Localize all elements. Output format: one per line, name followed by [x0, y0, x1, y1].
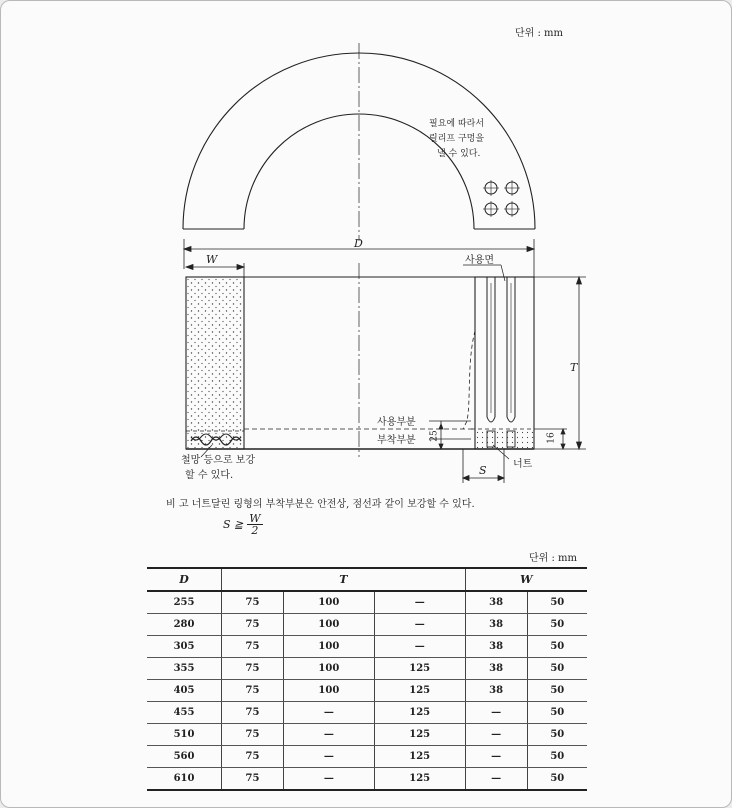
cell-w1: —	[465, 768, 527, 791]
cell-d: 305	[147, 636, 222, 658]
cell-t2: 100	[283, 591, 374, 614]
dim-w-label: W	[206, 253, 218, 266]
cell-t1: 75	[222, 680, 284, 702]
cell-w2: 50	[527, 636, 587, 658]
cell-t3: 125	[374, 768, 465, 791]
cell-w2: 50	[527, 746, 587, 768]
cell-t1: 75	[222, 636, 284, 658]
header-t: T	[222, 568, 466, 591]
cell-d: 255	[147, 591, 222, 614]
cell-w2: 50	[527, 724, 587, 746]
table-row	[147, 636, 587, 658]
cell-w1: —	[465, 702, 527, 724]
formula-lhs: S ≧	[223, 518, 244, 531]
cell-t3: 125	[374, 746, 465, 768]
cell-t3: —	[374, 636, 465, 658]
dim-d-label: D	[354, 237, 363, 250]
leader-lines	[201, 265, 509, 459]
cell-w1: —	[465, 724, 527, 746]
cell-w2: 50	[527, 680, 587, 702]
cell-t3: —	[374, 591, 465, 614]
table-row	[147, 591, 587, 614]
cell-t2: 100	[283, 680, 374, 702]
table-row	[147, 614, 587, 636]
dim-25-label: 25	[429, 430, 440, 442]
use-part-label: 사용부분	[377, 417, 416, 428]
dimension-table	[147, 567, 587, 791]
unit-label-table: 단위 : mm	[529, 553, 578, 564]
dim-t-label: T	[570, 361, 578, 374]
formula-denominator: 2	[251, 524, 259, 537]
cell-w1: 38	[465, 591, 527, 614]
reinforce-note-line-1: 철망 등으로 보강	[181, 455, 255, 466]
cell-w2: 50	[527, 614, 587, 636]
cell-d: 405	[147, 680, 222, 702]
header-d: D	[147, 568, 222, 591]
cell-w1: 38	[465, 636, 527, 658]
table-row	[147, 658, 587, 680]
cell-t3: 125	[374, 724, 465, 746]
table-header-row	[147, 568, 587, 591]
cell-w2: 50	[527, 658, 587, 680]
table-row	[147, 702, 587, 724]
reinforce-note-line-2: 할 수 있다.	[185, 470, 234, 481]
cell-t3: 125	[374, 680, 465, 702]
cell-t2: —	[283, 724, 374, 746]
cell-d: 355	[147, 658, 222, 680]
cell-t2: 100	[283, 658, 374, 680]
cell-t2: —	[283, 746, 374, 768]
cell-t1: 75	[222, 746, 284, 768]
cell-t1: 75	[222, 658, 284, 680]
table-row	[147, 746, 587, 768]
cell-w2: 50	[527, 591, 587, 614]
reinforce-note	[181, 453, 255, 483]
cell-d: 455	[147, 702, 222, 724]
cell-t1: 75	[222, 768, 284, 791]
cell-w2: 50	[527, 702, 587, 724]
dim-s-label: S	[479, 464, 487, 477]
cell-t2: —	[283, 702, 374, 724]
formula-numerator: W	[249, 512, 261, 525]
cell-w1: 38	[465, 658, 527, 680]
cell-w1: —	[465, 746, 527, 768]
cell-t3: 125	[374, 658, 465, 680]
formula-fraction	[247, 513, 262, 536]
grinding-wheel-drawing	[1, 1, 732, 491]
nut-label: 너트	[513, 459, 533, 470]
cell-t1: 75	[222, 591, 284, 614]
cell-t3: —	[374, 614, 465, 636]
t-dimension-line	[534, 277, 586, 449]
cell-t3: 125	[374, 702, 465, 724]
section-view	[186, 263, 534, 457]
cell-d: 560	[147, 746, 222, 768]
cell-w1: 38	[465, 614, 527, 636]
relief-note-line-3: 낼 수 있다.	[437, 149, 481, 159]
relief-hole-note	[429, 117, 484, 162]
table-row	[147, 724, 587, 746]
cell-t1: 75	[222, 702, 284, 724]
cell-t2: 100	[283, 614, 374, 636]
cell-t2: 100	[283, 636, 374, 658]
attach-part-label: 부착부분	[377, 435, 416, 446]
table-row	[147, 680, 587, 702]
relief-hole-icons	[483, 180, 520, 217]
formula	[223, 513, 263, 536]
header-w: W	[465, 568, 587, 591]
cell-w2: 50	[527, 768, 587, 791]
relief-note-line-1: 필요에 따라서	[429, 119, 485, 129]
cell-t1: 75	[222, 724, 284, 746]
remark-text: 비 고 너트달린 링형의 부착부분은 안전상, 점선과 같이 보강할 수 있다.	[166, 499, 475, 510]
cell-d: 510	[147, 724, 222, 746]
relief-note-line-2: 릴리프 구멍을	[429, 134, 485, 144]
cell-t2: —	[283, 768, 374, 791]
dim-16-label: 16	[546, 432, 557, 444]
cell-t1: 75	[222, 614, 284, 636]
cell-w1: 38	[465, 680, 527, 702]
unit-label-top: 단위 : mm	[515, 28, 564, 39]
cell-d: 610	[147, 768, 222, 791]
use-face-label: 사용면	[465, 255, 494, 266]
table-row	[147, 768, 587, 791]
cell-d: 280	[147, 614, 222, 636]
